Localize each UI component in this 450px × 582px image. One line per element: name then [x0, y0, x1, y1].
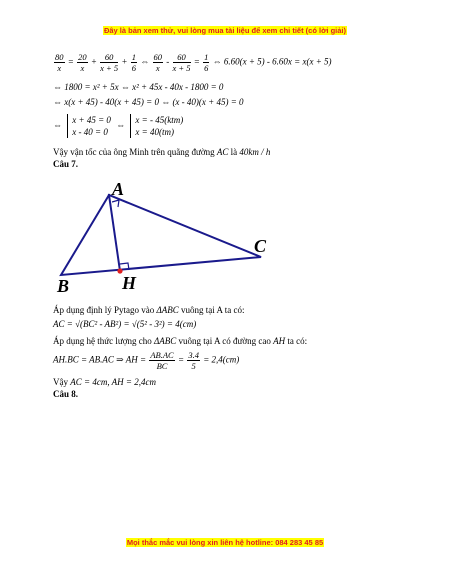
ah-equation — [53, 350, 239, 371]
final-answer-line — [53, 377, 156, 388]
equals-sign: = — [177, 354, 185, 365]
label-h: H — [122, 273, 137, 293]
denominator: x + 5 — [172, 63, 191, 73]
numerator: 60 — [173, 52, 191, 63]
triangle-diagram — [53, 175, 273, 295]
numerator: 20 — [78, 52, 87, 62]
ah-equation-left: AH.BC = AB.AC ⇒ AH = — [53, 354, 147, 365]
numerator: 1 — [131, 52, 136, 62]
triangle-symbol: ΔABC — [156, 305, 179, 315]
minus-sign: - — [166, 56, 170, 67]
preview-notice-banner — [0, 26, 450, 35]
equivalence-sign: ⇔ — [53, 120, 62, 131]
fraction — [54, 52, 65, 73]
label-b: B — [57, 276, 70, 295]
denominator: x — [155, 63, 160, 73]
plus-sign: + — [121, 56, 128, 67]
point-a — [108, 194, 110, 196]
pythagoras-text-2: vuông tại A ta có: — [181, 305, 245, 315]
fraction — [100, 52, 118, 73]
question-7-heading: Câu 7. — [53, 159, 79, 169]
numerator: 60 — [153, 52, 162, 62]
denominator: x — [80, 63, 85, 73]
equivalence-sign: ⇔ — [212, 56, 222, 67]
equals-sign: = — [193, 56, 200, 67]
question-8-heading: Câu 8. — [53, 389, 79, 399]
denominator: 5 — [191, 361, 196, 371]
relation-text: Áp dụng hệ thức lượng cho — [53, 336, 152, 346]
numerator: 60 — [100, 52, 118, 63]
relation-text-2: vuông tại A có đường cao — [178, 336, 271, 346]
altitude-label: AH — [273, 336, 286, 346]
equals-sign: = — [67, 56, 74, 67]
final-answer-prefix: Vậy — [53, 377, 68, 387]
label-c: C — [254, 236, 267, 256]
numerator: 3.4 — [188, 350, 199, 360]
denominator: BC — [156, 361, 168, 371]
fraction — [153, 52, 164, 73]
equation-system — [53, 114, 186, 138]
triangle-symbol: ΔABC — [154, 336, 177, 346]
relation-text-3: ta có: — [287, 336, 308, 346]
fraction — [203, 52, 209, 73]
preview-notice-text: Đây là bản xem thử, vui lòng mua tài liệu để xem chi tiết (có lời giải) — [103, 26, 347, 35]
pythagoras-text: Áp dụng định lý Pytago vào — [53, 305, 155, 315]
equivalence-sign: ⇔ — [140, 56, 150, 67]
ac-equation: AC = √(BC² - AB²) = √(5² - 3²) = 4(cm) — [53, 319, 197, 329]
conclusion-line — [53, 147, 270, 158]
equation-line-3: ⇔ x(x + 45) - 40(x + 45) = 0 ⇔ (x - 40)(x + 45) = 0 — [53, 97, 244, 107]
denominator: x — [57, 63, 62, 73]
system-row: x = - 45(ktm) — [135, 115, 184, 125]
fraction — [149, 350, 174, 371]
system-brace-1 — [67, 114, 111, 138]
final-answer-values: AC = 4cm, AH = 2,4cm — [70, 377, 156, 387]
system-row: x + 45 = 0 — [72, 115, 111, 125]
triangle-abc — [61, 195, 261, 275]
ah-equation-tail: = 2,4(cm) — [203, 354, 240, 365]
numerator: 1 — [204, 52, 209, 62]
right-angle-mark-a — [112, 200, 119, 207]
pythagoras-line — [53, 305, 245, 316]
equation-line-1 — [53, 52, 332, 73]
equation-tail: 6.60(x + 5) - 6.60x = x(x + 5) — [223, 56, 332, 67]
hotline-banner — [0, 538, 450, 547]
system-row: x - 40 = 0 — [72, 127, 108, 137]
denominator: 6 — [204, 63, 209, 73]
relation-line — [53, 336, 307, 347]
fraction — [77, 52, 88, 73]
label-a: A — [112, 179, 125, 199]
denominator: 6 — [131, 63, 136, 73]
equation-line-2: ⇔ 1800 = x² + 5x ⇔ x² + 45x - 40x - 1800 = 0 — [53, 82, 224, 92]
fraction — [131, 52, 137, 73]
segment-label: AC — [216, 147, 229, 157]
speed-value: 40km / h — [239, 147, 271, 157]
fraction — [187, 350, 200, 371]
numerator: AB.AC — [150, 350, 174, 360]
conclusion-text: Vậy vận tốc của ông Minh trên quãng đường — [53, 147, 215, 157]
hotline-text: Mọi thắc mắc vui lòng xin liên hệ hotline: 084 283 45 85 — [126, 538, 324, 547]
numerator: 80 — [55, 52, 64, 62]
denominator: x + 5 — [100, 63, 119, 73]
system-brace-2 — [130, 114, 183, 138]
system-row: x = 40(tm) — [135, 127, 174, 137]
fraction — [173, 52, 191, 73]
plus-sign: + — [90, 56, 97, 67]
equivalence-sign: ⇔ — [116, 120, 126, 131]
conclusion-connector: là — [230, 147, 238, 157]
